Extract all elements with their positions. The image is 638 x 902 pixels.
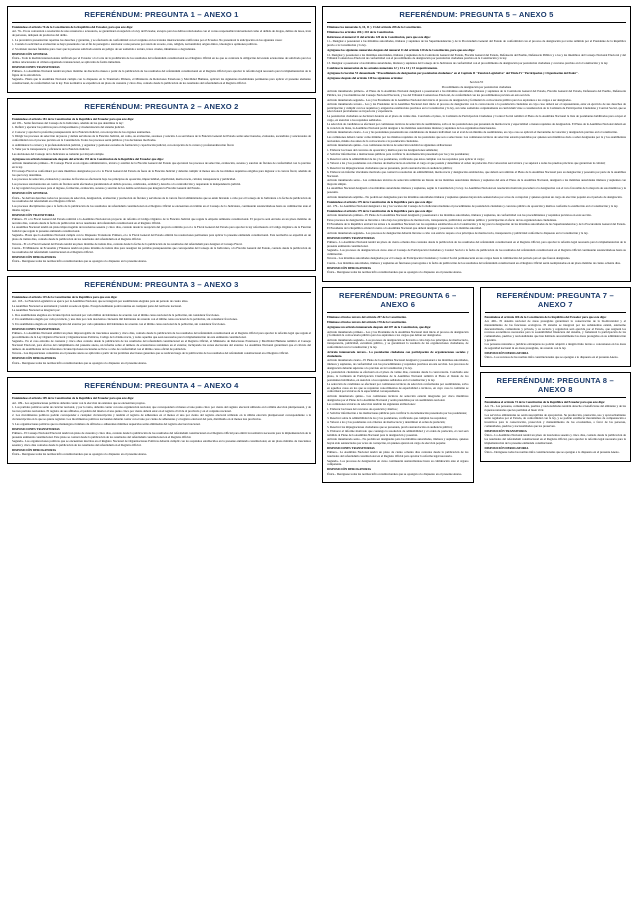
paragraph: La ley regulará los procesos para el ingreso, formación, evaluación, ascenso y sanción de los demás servidores que integran la Fiscalía General del Estado.: [12, 186, 201, 191]
card-title-pregunta-3-anexo-3: REFERÉNDUM: PREGUNTA 3 – ANEXO 3: [12, 280, 311, 293]
paragraph: Agréguese un artículo innumerado después del 207 de la Constitución, que diga:: [327, 325, 432, 330]
paragraph: Artículo innumerado quinto.- Las comisiones técnicas de selección tendrán las siguientes atribuciones:: [327, 143, 453, 148]
paragraph: 2. Solicitar información a instituciones públicas para verificar la documentación presentada por los y las postulantes;: [327, 152, 470, 157]
card-pregunta-2-anexo-2: [7, 98, 316, 271]
paragraph: 1. Definir y ejecutar las políticas para el mejoramiento y modernización del sistema judicial.: [12, 125, 125, 130]
paragraph: 4. Valorar a los y las postulantes con criterios de meritocracia y determinar el orden de prelación;: [327, 420, 446, 425]
paragraph: 11.- Designar a posesionar a las máximas autoridades, titulares y suplentes de las Superintendencias y de la Procuraduría General del Estado de conformidad con el proceso de designación por terna remitida por el Presidente de la República previo a la Constitución y la ley.: [327, 39, 626, 48]
paragraph: DISPOSICIÓN DEROGATORIA: [484, 351, 529, 356]
paragraph: 5. Resolver las impugnaciones ciudadanas que se presenten, previa sustanciación en audiencia pública;: [327, 424, 453, 429]
paragraph: El Consejo Fiscal se conformará por siete miembros designados por el o la Fiscal General del Estado de fuera de la Función Judicial y deberán cumplir al menos uno de los mismos requisitos exigidos para ingresar a la carrera fiscal, además de los que la ley determine.: [12, 169, 311, 177]
card-body-pregunta-6-anexo-6: [327, 316, 469, 476]
paragraph: DISPOSICIÓN GENERAL: [12, 51, 48, 56]
paragraph: Artículo innumerado tercero.- Los y las Presidente de la Asamblea Nacional dará inicio al proceso de designación con la convocatoria a la postulación ciudadana en cuyo caso deberá ser el representante, estar en ejercicio de sus derechos de participación y cumplir con los requisitos y exigencias establecidos previstos en la Constitución y la ley, así como sometidos conjuntamente su currículum vitae a consideración de la Comisión de Participación Ciudadana y Control Social, que se seleccionará previamente su trayectoria y experiencia.: [327, 102, 626, 114]
paragraph: Elimínese el inciso tercero del artículo 207 de la Constitución.: [327, 315, 407, 320]
paragraph: Las comisiones técnicas de selección tendrán las siguientes atribuciones:: [327, 402, 416, 407]
card-body-pregunta-7-anexo-7: [485, 316, 627, 360]
paragraph: 2. Si existen razones fundadas para creer que la persona solicitada estaría en peligro de ser sometida a tortura, tratos crueles, inhumanos o degradantes.: [12, 46, 196, 51]
paragraph: 6. Elaborar un informe vinculante motivado que contará la resolución de admisibilidad, meritocracia y designación establecidos, que deberá ser remitido al Pleno de la Asamblea Nacional para su designación y posesión por parte de la Asamblea Nacional.: [327, 170, 626, 178]
paragraph: Los procesos sancionatorios en contra de fiscales serán efectuados garantizando el debido proceso, celebrados, oralidad y derecho a la contradicción y respetando la independencia judicial.: [12, 181, 242, 186]
right-top-group: [322, 6, 631, 282]
paragraph: Tercera.- Las máximas autoridades designadas por el Consejo de Participación Ciudadana y Control Social permanecerán en sus cargos hasta la culminación del período para el que fueron designadas.: [327, 256, 571, 261]
paragraph: Art. 109.- Los organizaciones políticas deberán contar con la elección de estatutos que se encuentren propios.: [12, 400, 146, 405]
paragraph: Enmiéndese el artículo 74 de la Constitución de la República del Ecuador para que este diga:: [484, 400, 606, 405]
paragraph: DISPOSICIÓN TRANSITORIA: [484, 428, 527, 433]
paragraph: Cambiase la numeración de los actuales numerales 12 y 13 a 14 y 15 respectivamente.: [327, 65, 438, 70]
paragraph: Única.- La Asamblea Nacional tendrá un plazo de trescientos sesenta y cinco días, contado desde la publicación de los resultados del referéndum constitucional en el Registro Oficial, para aprobar la reforma legal necesaria para la implementación de la presente enmienda constitucional.: [484, 433, 626, 445]
paragraph: 5. Velar por la transparencia y eficiencia de la Función Judicial.: [12, 147, 90, 152]
paragraph: Las comisiones deberá contar como mínimo por los mismos requisitos de los postulados que son a seleccionar. Las comisiones técnicas de selección estarán presididas por quienes son miembros dado a saber designados por la y los asambleístas nacionales, mismo dos antes de la convocatoria a la postulación ciudadana.: [327, 134, 626, 143]
card-body-pregunta-4-anexo-4: [12, 397, 311, 457]
paragraph: Agréguese después del artículo 140 los siguientes artículos:: [327, 76, 404, 81]
card-pregunta-4-anexo-4: [7, 377, 316, 464]
paragraph: 1. Dos asambleístas elegidos en circunscripción nacional por cada millón de habitantes de acuerdo con el último censo nacional de la población, sin considerar fracciones.: [12, 312, 220, 317]
paragraph: Única.- Deróguese todas las normas infra constitucionales que se opongan a lo dispuesto en el presente Anexo.: [12, 452, 148, 457]
paragraph: Enmiéndese el artículo 406 de la Constitución de la República del Ecuador para que este diga:: [484, 315, 607, 320]
paragraph: Primera.- El o la Fiscal General del Estado remitirá a la Asamblea Nacional un proyecto de reforma al Código Orgánico de la Función Judicial que regule la empatía remitente constitucional. El proyecto será enviado en un plazo máximo de noventa días, contado desde la fecha de publicación de los resultados del referéndum constitucional en el Registro Oficial.: [12, 217, 311, 225]
paragraph: Artículo innumerado séptimo.- No podrán ser designadas para las máximas autoridades titulares y suplentes quienes hayan sido sentenciados por actos de corrupción y quienes ejerzan un cargo de elección popular en el período de designación.: [327, 194, 623, 199]
paragraph: La Asamblea Nacional se integrará por:: [12, 308, 61, 313]
paragraph: Segunda.- Hasta que la Asamblea Nacional cumpla con lo Dispuesto Transitorio Primera, el o la Fiscal General del Estado emitirá las resoluciones pertinentes para aplicar la presente enmienda constitucional. Esta normativa se expedirá en un plazo de treinta días, contado desde la publicación de los resultados del referéndum en el Registro Oficial.: [12, 233, 311, 242]
paragraph: Artículo innumerado segundo.- Los y las Presidente de la Asamblea Nacional dará inicio al proceso de designación y formulará la convocatoria pública para los aspirantes a los cargos a ser designados.: [327, 97, 572, 102]
card-title-pregunta-6-anexo-6: REFERÉNDUM: PREGUNTA 6 – ANEXO 6: [327, 291, 469, 313]
paragraph: 1. Elaborar los bases del concurso de oposición y méritos para las designaciones señaladas;: [327, 147, 439, 152]
paragraph: Agréguese la Sección VI denominada "Procedimiento de designación por postulación ciudadana" en el Capítulo II "Función Legislativa" del Título IV "Participación y Organización del Poder".: [327, 70, 579, 75]
card-pregunta-5-anexo-5: [322, 6, 631, 282]
paragraph: DISPOSICIÓN DEROGATORIA: [12, 356, 56, 361]
paragraph: Refórmese el numeral 11 del artículo 120 de la Constitución, para que este diga:: [327, 35, 431, 40]
right-split-group: [322, 287, 631, 483]
paragraph: DISPOSICIONES TRANSITORIAS: [12, 326, 60, 331]
paragraph: Tercera.- El o la Fiscal General del Estado tendrá un plazo máximo de treinta días, contado desde la fecha de la publicación de los resultados del referéndum para designar al Consejo Fiscal.: [12, 241, 243, 246]
card-body-pregunta-2-anexo-2: [12, 118, 311, 264]
paragraph: Los procesos de selección, evaluación y ascenso de fiscales se efectuarán bajo los principios de oposición, imparcialidad, objetividad, meritocracia, calidad, transparencia y publicidad.: [12, 177, 236, 182]
paragraph: 3. Las organizaciones políticas que no mantengan el número de afiliados o adherentes mínimos requeridos serán eliminadas del registro electoral nacional.: [12, 421, 201, 426]
paragraph: Agréguese los siguientes numerales después del numeral 11 del artículo 120 de la Constitución, para que este diga:: [327, 48, 475, 53]
paragraph: Sección VI: [469, 80, 484, 85]
paragraph: Art. 74.- Las personas, comunidades, pueblos y nacionalidades tendrán derecho a beneficiarse del ambiente y de las riquezas naturales que les permitan el buen vivir.: [484, 404, 626, 413]
paragraph: Artículo innumerado tercero.- La postulación ciudadana con participación de organizaciones sociales y ciudadanía.: [327, 350, 469, 358]
paragraph: 3. Resolver sobre la admisibilidad de las y los postulantes, verificando que éstos cumplan con los requisitos para aplicar al cargo;: [327, 156, 485, 161]
paragraph: DISPOSICIONES TRANSITORIAS: [327, 235, 375, 240]
paragraph: Artículo innumerado sexto.- No podrán ser designadas para las máximas autoridades, titulares y suplentes, quienes hayan sido sentenciados por actos de corrupción, ni quienes ejerzan un cargo de elección popular.: [327, 437, 469, 446]
paragraph: 2. Conocer y aprobar la proforma presupuestaria de la Función Judicial, con excepción de los órganos autónomos.: [12, 129, 151, 134]
paragraph: Única.- Deróguese todas las normas infra constitucionales que se opongan a lo dispuesto en el presente Anexo.: [327, 471, 463, 476]
paragraph: 2. Un asambleísta elegido por cada provincia, y uno más por cada doscientos cincuenta mil habitantes de acuerdo con el último censo nacional de la población, sin considerar fracciones.: [12, 317, 238, 322]
paragraph: La postulación ciudadana se efectuará en el plazo de veinte días, contados desde la convocatoria. Concluido este plazo, la Comisión de Participación Ciudadana de la Asamblea Nacional remitirá al Pleno el listado de los postulantes habilitados, en atención a los requisitos señalados en la Constitución y la ley.: [327, 370, 469, 382]
paragraph: 1. Los partidos políticos serán de carácter nacional, y por lo tanto, deberán contar con una organización nacional, que corresponderá al menos el uno punto cinco por ciento del registro electoral utilizado en la última elección pluripersonal, y de los tres partidos nacionales. El registro de sus afiliados, el padrón del interior el uno punto cinco por ciento deberá estar en el registro civil de al provincia y en el conjunto nacional.: [12, 405, 311, 413]
paragraph: 5. Resolver las impugnaciones ciudadanas que se presenten, previa sustanciación en audiencia pública;: [327, 165, 453, 170]
paragraph: Primera.- La Asamblea Nacional emitirá un plazo improrrogable de trescientos sesenta y cinco días, contado desde la publicación de los resultados del referéndum constitucional en el Registro Oficial para aprobar la reforma legal que regule el procedimiento de la Ley Orgánica Electoral y Organizaciones Políticas, Código de la Democracia, y todas aquellas que sean necesarias para la implementación de esta enmienda constitucional.: [12, 331, 311, 339]
right-sub-left: [322, 287, 474, 483]
paragraph: Segunda.- En el caso extremo de cuarenta y cinco años contado desde la publicación de los resultados del referéndum constitucional en el Registro Oficial, el Ministerio de Relaciones Exteriores y Movilidad Humana remitirá al Consejo Nacional Electoral, para efectos del cumplimiento del presente anexo, un informe sobre el número de ecuatorianos residentes en el exterior, incluyendo las zonas electorales del exterior. La Asamblea Nacional garantizará que el cálculo del número de asambleístas de las diferentes circunscripciones nacionales se lleve a cabo de conformidad con el último censo oficial de población.: [12, 339, 311, 351]
paragraph: Enmiéndese el artículo 119 de la Constitución de la República para que este diga:: [12, 294, 118, 299]
paragraph: DISPOSICIÓN DEROGATORIA: [327, 467, 371, 472]
paragraph: 2. Solicitar información a las instituciones públicas para verificar la documentación presentada por los postulantes;: [327, 411, 468, 416]
paragraph: Segunda.- Los procesos de designación en curso ante el Consejo de Participación Ciudadana y Control Social a la fecha de publicación de los resultados del referéndum constitucional en el Registro Oficial continuarán sustanciándose hasta su culminación.: [327, 248, 626, 256]
paragraph: Art. 406.- El sistema nacional de áreas protegidas garantizará la conservación de la biodiversidad y el mantenimiento de las funciones ecológicas. El sistema se integrará por los subsistemas estatal, autónomo descentralizado, comunitario y privado, y su rectoría y regulación será ejercida por el Estado, que asignará los recursos económicos necesarios para la sostenibilidad financiera del sistema, y fomentará la participación de las comunidades, pueblos y nacionalidades que han habitado ancestralmente las áreas protegidas en su administración y gestión.: [484, 319, 626, 342]
paragraph: Los servicios ambientales no serán susceptibles de apropiación. Su producción, prestación, uso y aprovechamiento serán regulados por el Estado, de conformidad con la ley, y se podrán establecer mecanismos de compensación e incentivos para la conservación, protección y mantenimiento de los ecosistemas, a favor de las personas, comunidades, pueblos y nacionalidades que los preserven.: [484, 412, 626, 428]
paragraph: Única.- Los recursos de las normas infra constitucionales que se opongan a lo dispuesto en el presente Anexo.: [484, 355, 619, 360]
card-pregunta-1-anexo-1: [7, 6, 316, 93]
paragraph: Cuarta.- Las máximas autoridades, titulares y suplentes en funciones prorrogadas a la fecha de publicación de los resultados del referéndum constitucional en el Registro Oficial serán reemplazadas en un plazo máximo de ciento ochenta días.: [327, 260, 621, 265]
card-title-pregunta-8-anexo-8: REFERÉNDUM: PREGUNTA 8 – ANEXO 8: [485, 376, 627, 398]
card-title-pregunta-7-anexo-7: REFERÉNDUM: PREGUNTA 7 – ANEXO 7: [485, 291, 627, 313]
paragraph: DISPOSICIÓN DEROGATORIA: [12, 254, 56, 259]
paragraph: Primera.- La Asamblea Nacional tendrá un plazo de ciento ochenta días contados desde la publicación de los resultados del referéndum constitucional en el Registro Oficial para aprobar la reforma legal necesaria.: [327, 450, 469, 459]
paragraph: Cuarta.- El Ministerio de Economía y Finanzas tendrá un plazo máximo de treinta días para reasignar las partidas presupuestarias que correspondan del Consejo de la Judicatura, a la Fiscalía General del Estado, contado desde la publicación de los resultados del referéndum constitucional en el Registro Oficial.: [12, 246, 311, 254]
paragraph: Artículo innumerado segundo.- Los procesos de designación deberán llevarse a cabo con estricto respeto a los principios de meritocracia, transparencia y publicidad conforme lo dispuesto en la Constitución y la ley.: [327, 230, 589, 235]
paragraph: 6. Elaborar el informe motivado que contenga la resolución de admisibilidad y el orden de prelación, el cual será remitido al Pleno de la Asamblea Nacional para la designación y posesión.: [327, 429, 469, 437]
paragraph: La selección de candidatos se efectuará por comisiones técnicas de selección conformadas por asambleístas, salvo en aquellos casos en los que se requieran conocimientos de especialidad o técnicos, en cuyo caso la comisión se conformará por técnicos de la especialidad correspondiente.: [327, 382, 469, 394]
paragraph: La selección de candidatos se efectuará por comisiones técnicas de selección de asambleístas, salvo si las postulaciones que presenten de meritocracia y especialidad o tienen requisitos de designación. El Pleno de la Asamblea Nacional deberá en la votación de listas, la Asamblea Nacional podrá designar a las máximas autoridades titulares y suplentes de los organismos mencionados.: [327, 122, 626, 130]
card-title-pregunta-4-anexo-4: REFERÉNDUM: PREGUNTA 4 – ANEXO 4: [12, 381, 311, 394]
paragraph: 3. Un asambleísta elegido en circunscripción del exterior por cada quinientos mil habitantes de acuerdo con el último censo nacional de la población, sin considerar fracciones.: [12, 321, 226, 326]
card-body-pregunta-5-anexo-5: [327, 26, 626, 275]
paragraph: 1. Elaborar las bases del concurso de oposición y méritos;: [327, 406, 398, 411]
paragraph: Art 181.- Serán funciones del Consejo de la Judicatura, además de las que determine la ley:: [12, 120, 124, 125]
card-pregunta-3-anexo-3: [7, 276, 316, 372]
left-column: [7, 6, 316, 896]
right-column: [322, 6, 631, 896]
card-body-pregunta-8-anexo-8: [485, 401, 627, 455]
paragraph: Única.- Deróguese todas las normas infra constitucionales que se opongan a lo dispuesto en el presente Anexo.: [12, 360, 148, 365]
card-body-pregunta-3-anexo-3: [12, 296, 311, 365]
paragraph: Única.- Toda la medida internacionales ratificada por el Ecuador a la Corte de la prohibición de los resultados del referéndum constitucional se el Registro Oficial en no que se contrasta la obligación del estado ecuatoriano de solicitado para los delitos relacionados al crimen organizado transnacional, se aplicarán de forma inmediata.: [12, 55, 311, 64]
paragraph: 1. Cuando la solicitud se evaluación se haya presentado con el fin de perseguir o sancionar a una persona por razón de su sexo, raza, religión, nacionalidad, origen étnico, ideología u opiniones políticas.: [12, 42, 258, 46]
paragraph: Art. 76.- En su conversión a resolución de una acusatoria o acusatorio, se garantizará en sujeción a la ley del Ecuador, excepto para los delitos relacionados con el correo responsable transversional como el debido de drogas, delitos de lesos, trata de personas, detiquen de productos del delito.: [12, 29, 311, 37]
paragraph: Enmiéndese el artículo 181 de la Constitución de la República del Ecuador para que este diga:: [12, 116, 135, 121]
paragraph: Artículo innumerado cuarto.- Los y las postulantes presentarán sus candidaturas de manera individual con el aval de un mínimo de asambleístas, en cuyo caso se aplicará el mecanismo de votación y designación previsto en la Constitución.: [327, 130, 618, 135]
paragraph: Tercera.- Las disposiciones contenidas en el presente anexo se aplicarán a partir de las próximas elecciones generales que se realicen luego de la publicación de los resultados del referéndum constitucional en el Registro Oficial.: [12, 351, 289, 356]
paragraph: 1. La preventiva presentación repetirse los derechos y garantías, y se efectuaría de conformidad con el conjunto en los tratados internacionales ratificados por el Ecuador. No presentará la anticipación en los aguantes casos:: [12, 37, 283, 42]
card-title-pregunta-2-anexo-2: REFERÉNDUM: PREGUNTA 2 – ANEXO 2: [12, 102, 311, 115]
paragraph: Artículo innumerado sexto.- Las comisiones técnicas de selección remitirán un listado de las máximas autoridades titulares y suplentes del ente el Pleno de la Asamblea Nacional, designará a las máximas autoridades titulares y suplentes con mayoría simple.: [327, 178, 626, 186]
paragraph: DISPOSICIÓN DEROGATORIA: [484, 445, 529, 450]
paragraph: Primera.- La Asamblea Nacional tendrá un plazo máximo de dieciocho meses a partir de la publicación de los resultados del referéndum constitucional en el Registro Oficial para aprobar la reforma legal necesaria para la implementación de la figura de la extradición.: [12, 68, 311, 77]
paragraph: Art. 179.- La Asamblea Nacional designará a las y los vocales del Consejo de la Judicatura mediante el procedimiento de postulación ciudadana y concurso público de oposición y méritos conforme lo establecido en la Constitución y la ley.: [327, 204, 619, 209]
paragraph: Los procesos disciplinarios que a la fecha de la publicación de los resultados de referéndum constitucional en el Registro Oficial se encuentren en trámite en el Consejo de la Judicatura, continuarán sustanciándose hasta su culminación ante el mismo órgano.: [12, 203, 311, 212]
paragraph: Elimínese los artículos 206 y 210 de la Constitución.: [327, 30, 395, 35]
paragraph: 4. Administrar la carrera y la profesionalización judicial, y organizar y gestionar escuelas de formación y capacitación judicial, con excepción de la carrera y profesionalización fiscal.: [12, 142, 235, 147]
paragraph: La postulación ciudadana se declarará desierta en el plazo de veinte días. Concluido el plazo, la Comisión de Participación Ciudadana y Control Social remitirá al Pleno de la Asamblea Nacional la lista de postulantes habilitados para ocupar el cargo, en atención a los requisitos señalados.: [327, 113, 626, 122]
paragraph: Segunda.- Hasta que la Asamblea Nacional cumpla con lo dispuesto en la Transitoria Primera, el Ministerio de Relaciones Exteriores y Movilidad Humana, aplicará las siguientes modalidades pertinentes para aplicar el presente elemento constitucional, de conformidad con la ley. Esta normativa se expedirá en un plazo de cuarenta y cinco días, contado desde la publicación de los resultados del referéndum en el Registro Oficial.: [12, 77, 311, 85]
paragraph: La Asamblea Nacional designará a las máximas autoridades titulares y suplentes, según la Constitución y la ley. La Asamblea Nacional en resolución motivada procederá a la designación con el voto favorable de la mayoría de sus miembros y la posesión.: [327, 186, 626, 195]
paragraph: Elimínese los numerales 6, 10, 11 y 13 del artículo 208 de la Constitución.: [327, 25, 422, 29]
paragraph: 3. Resolver sobre la admisibilidad de los y las postulantes, verificando que cumplan los requisitos;: [327, 415, 447, 420]
paragraph: Las decisiones del Consejo de la Judicatura se tomarán por mayoría simple.: [12, 151, 105, 156]
card-title-pregunta-1-anexo-1: REFERÉNDUM: PREGUNTA 1 – ANEXO 1: [12, 10, 311, 23]
paragraph: 2. Los movimientos políticos podrán corresponder a cualquier circunscripción y tendrán el registro de adherentes en al menos el uno por ciento del registro electoral utilizado en la última elección pluripersonal correspondiente a la circunscripción en la que se quiere registrar. Los movimientos políticos nacionales deberán contar con el uno por ciento de adherentes y el registro electoral del país, distribuido en al menos tres provincias.: [12, 413, 311, 422]
paragraph: Única.- Deróguese todas las normas infra constitucionales que se opongan a lo dispuesto en el presente Anexo.: [484, 449, 620, 454]
paragraph: La Asamblea Nacional tendrá un plazo improrrogable de trescientos sesenta y cinco días, contado desde la recepción del proyecto remitido por el o la Fiscal General del Estado para aprobar la ley reformatoria al Código Orgánico de la Función Judicial que regule la presente enmienda constitucional.: [12, 225, 311, 233]
paragraph: DISPOSICIÓN TRANSITORIA: [12, 212, 55, 217]
card-pregunta-7-anexo-7: [480, 287, 632, 367]
card-title-pregunta-5-anexo-5: REFERÉNDUM: PREGUNTA 5 – ANEXO 5: [327, 10, 626, 23]
card-body-pregunta-1-anexo-1: [12, 26, 311, 86]
paragraph: 3. Dirigir los procesos de selección de jueces y demás servidores de la Función Judicial, así como, su evaluación, ascensos y sanción. Los servidores de la Función General del Estado serán seleccionados, evaluados, ascendidos y sancionados de conformidad con el proceso previsto en la Constitución. Todos los procesos serán públicos y las decisiones motivadas.: [12, 134, 311, 143]
paragraph: Agréguese un artículo innumerado después del artículo 194 de la Constitución de la República del Ecuador que diga:: [12, 156, 164, 161]
paragraph: Segunda.- Los procesos de designación en curso continuarán sustanciándose hasta su culminación ante el órgano competente.: [327, 458, 469, 467]
paragraph: DISPOSICIÓN DEROGATORIA: [12, 447, 56, 452]
paragraph: Enmiéndese el artículo 179 de la Constitución de la República para que este diga:: [327, 199, 433, 204]
paragraph: 13. Designar a posesionar a las máximas autoridades, titulares y suplentes del Consejo de la Judicatura de conformidad con el procedimiento de designación por postulación ciudadana y concurso previsto en la Constitución y la ley.: [327, 60, 609, 65]
paragraph: Única.- Deróguese todas las normas infra constitucionales que se opongan a lo dispuesto en el presente Anexo.: [327, 270, 463, 275]
paragraph: DISPOSICIONES TRANSITORIAS: [12, 426, 60, 431]
paragraph: 12. Designar y posesionar a las máximas autoridades, titulares y suplentes de la Contraloría General del Estado, Fiscalía General del Estado, Defensoría del Pueblo, Defensoría Pública y a los y las miembros del Consejo Nacional Electoral y del Tribunal Contencioso Electoral de conformidad con el procedimiento de designación por postulación ciudadana prevista en la Constitución y la ley.: [327, 52, 626, 61]
paragraph: Segunda.- Las organizaciones políticas que se encuentren inscritas en el Registro Nacional de Organizaciones Políticas deberán cumplir con los requisitos establecidos en la presente enmienda constitucional, en un plazo máximo de trescientos sesenta y cinco días contados desde la publicación de los resultados del referéndum en el Registro Oficial.: [12, 439, 311, 447]
paragraph: DISPOSICIONES TRANSITORIAS: [327, 446, 375, 451]
paragraph: Única.- Se derivan derechos todos los procesos de selección, designación, evaluación y promoción de fiscales y servidores de la carrera fiscal administrados que se estén llevando a cabo por el Consejo de la Judicatura a la fecha de publicación de los resultados del referéndum en el Registro Oficial.: [12, 195, 311, 204]
paragraph: 4. Valorar a las y los postulantes con criterios de meritocracia en relación al cargo al que postula y determinar el orden de prelación. Esta valoración será técnica y se sujetará a todas las pruebas prácticas que garanticen la calidad;: [327, 161, 606, 166]
paragraph: DISPOSICIONES TRANSITORIAS: [12, 64, 60, 69]
right-sub-right: [480, 287, 632, 462]
paragraph: Primera.- El Consejo Nacional Electoral tendrá un plazo de cuarenta y cinco días, contado desde la publicación de los resultados del referéndum constitucional en el Registro Oficial para emitir la normativa necesaria para la implementación de la presente enmienda constitucional. Este plazo se contará desde la publicación de los resultados del referéndum constitucional en el Registro Oficial.: [12, 430, 311, 439]
paragraph: Artículo innumerado primero.- el Pleno de la Asamblea Nacional designará a posesionará a las máximas autoridades, titulares y suplentes de la Contraloría General del Estado, Fiscalía General del Estado, Defensoría del Pueblo, Defensoría Pública, los y las miembros del Consejo Nacional Electoral, y los del Tribunal Contencioso Electoral, de conformidad con los procedimientos previsto en esta sección.: [327, 89, 626, 98]
paragraph: Primera.- La Asamblea Nacional tendrá un plazo de ciento ochenta días contados desde la publicación de los resultados del referéndum constitucional en el Registro Oficial, para aprobar la reforma legal necesaria para la implementación de la presente enmienda constitucional.: [327, 240, 626, 248]
paragraph: Artículo innumerado primero.- El Pleno de la Asamblea Nacional designará y posesionará a las máximas autoridades, titulares y suplentes, de conformidad con los procedimientos y requisitos previstos en esta sección.: [327, 213, 592, 218]
paragraph: DISPOSICIÓN DEROGATORIA: [327, 266, 371, 271]
paragraph: Enmiéndese el artículo 179 de la Constitución de la República para que este diga:: [327, 209, 433, 214]
paragraph: Artículo innumerado cuarto.- El Pleno de la Asamblea Nacional designará y posesionará a las máximas autoridades, titulares y suplentes, de conformidad con los procedimientos y requisitos previstos en esta sección. Los procesos de designación deberán sujetarse a lo previsto en la Constitución y la ley.: [327, 358, 469, 370]
paragraph: Las personas naturales o jurídicas extranjeras no podrán adquirir a ningún título tierras o concesiones en las áreas de seguridad nacional ni en áreas protegidas, de acuerdo con la ley.: [484, 342, 626, 351]
paragraph: Elimínese el inciso tercero del artículo 178 de la Constitución.: [327, 320, 407, 325]
paragraph: Artículo innumerado quinto.- Las comisiones técnicas de selección estarán integradas por cinco miembros designados por el Pleno de la Asamblea Nacional y serán presididas por un asambleísta nacional.: [327, 393, 469, 402]
paragraph: Enmiéndese el artículo 109 de la Constitución de la República del Ecuador para que este diga:: [12, 396, 135, 401]
paragraph: Artículo innumerado primero.- Los y las Presidente de la Asamblea Nacional dará inicio al proceso de designación y formulará la convocatoria pública para los aspirantes a los cargos que deban ser designados.: [327, 329, 469, 338]
paragraph: Enmiéndese el artículo 76 de la Constitución de la República del Ecuador, para que este diga:: [12, 25, 134, 29]
paragraph: Única.- Deróguese todas las normas infra constitucionales que se opongan a lo dispuesto en la presente Anexo.: [12, 259, 148, 264]
paragraph: El Presidente de la República enviará las ternas a la Asamblea Nacional con los requisitos establecidos en la Constitución y la ley para la designación de las máximas autoridades de las Superintendencias y de la Procuraduría General del Estado. El Presidente de la República enviará la terna a la Asamblea Nacional que deberá designar y posesionar a la máxima autoridad.: [327, 222, 626, 231]
paragraph: Artículo innumerado segundo.- Los procesos de designación se llevarán a cabo bajo los principios de meritocracia, transparencia, publicidad, escrutinio público, y se garantizará la veeduría de las organizaciones ciudadanas, de conformidad con la Constitución y la ley.: [327, 337, 469, 350]
card-pregunta-6-anexo-6: [322, 287, 474, 483]
card-pregunta-8-anexo-8: [480, 372, 632, 462]
paragraph: DISPOSICIÓN GENERAL: [12, 191, 48, 196]
paragraph: Art. 118.- La Función Legislativa se ejerce por la Asamblea Nacional, que se integrará por asambleístas elegidos para un período de cuatro años.: [12, 299, 189, 304]
paragraph: La Asamblea Nacional se unicameral y tendrá su sede en Quito. Excepcionalmente podrá reunirse en cualquier parte del territorio nacional.: [12, 303, 182, 308]
paragraph: Estos procesos de designación se llevarán a cabo bajo los principios de meritocracia, transparencia, publicidad, escrutinio público y participación al efecto de las organizaciones ciudadanas.: [327, 217, 557, 222]
paragraph: Artículo innumerado primero.- El Consejo Fiscal es un órgano administrativo, técnico y auxiliar de la Fiscalía General del Estado que ejecutará los procesos de selección, evaluación, ascenso y sanción de fiscales de conformidad con lo previsto en la ley.: [12, 160, 311, 169]
paragraph: Procedimiento de designación por postulación ciudadana: [441, 84, 512, 89]
